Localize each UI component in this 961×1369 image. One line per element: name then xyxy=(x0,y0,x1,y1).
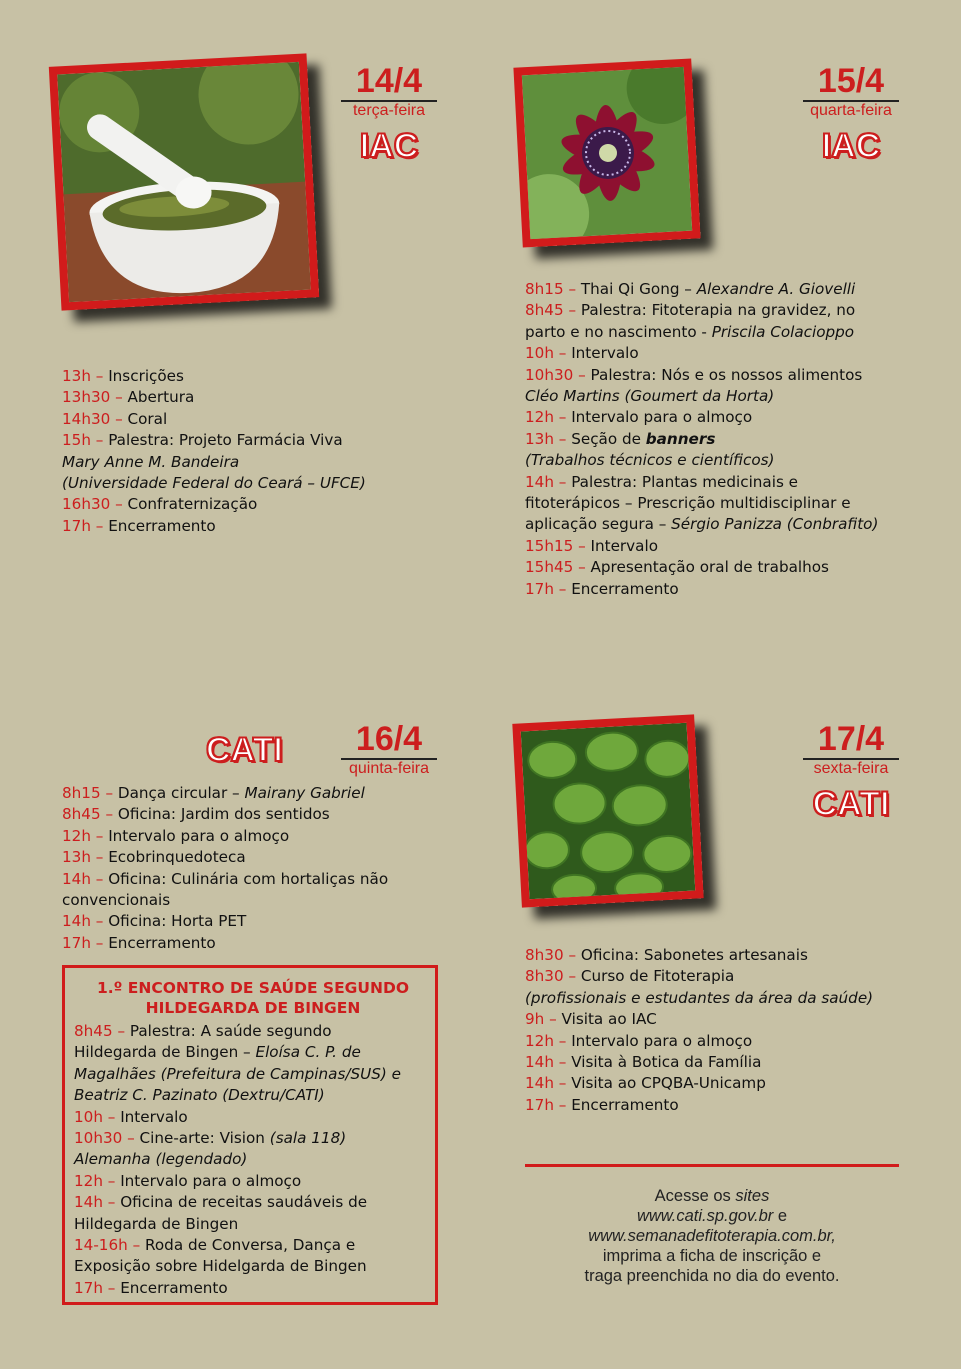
passion-flower-icon xyxy=(522,67,692,239)
day3-schedule xyxy=(62,783,388,954)
day3-date: 16/4 xyxy=(341,722,437,760)
schedule-line: 8h30 – Curso de Fitoterapia xyxy=(525,967,735,986)
schedule-line: (Universidade Federal do Ceará – UFCE) xyxy=(62,474,366,493)
schedule-line: 16h30 – Confraternização xyxy=(62,495,258,514)
day2-date-block xyxy=(803,64,899,166)
schedule-line: 8h15 – Thai Qi Gong – Alexandre A. Giovelli xyxy=(525,280,856,298)
schedule-line: 17h – Encerramento xyxy=(525,579,679,598)
footer-divider xyxy=(525,1164,899,1167)
schedule-line: 15h45 – Apresentação oral de trabalhos xyxy=(525,558,829,577)
lemon-balm-photo xyxy=(512,714,703,907)
mortar-pestle-herbs-icon xyxy=(57,62,311,302)
registration-footer: Acesse os sites www.cati.sp.gov.br e www.semanadefitoterapia.com.br, imprima a ficha de inscrição e traga preenchida no dia do evento. xyxy=(584,1187,840,1285)
schedule-line: Exposição sobre Hidelgarda de Bingen xyxy=(74,1257,367,1276)
schedule-line: Cléo Martins (Goumert da Horta) xyxy=(525,387,775,406)
schedule-line: 13h – Inscrições xyxy=(62,367,184,385)
day1-date-block xyxy=(341,64,437,166)
cati-site-link[interactable]: www.cati.sp.gov.br xyxy=(636,1207,774,1225)
schedule-line: Beatriz C. Pazinato (Dextru/CATI) xyxy=(74,1086,325,1105)
lemon-balm-leaves-icon xyxy=(521,723,696,899)
schedule-line: 15h – Palestra: Projeto Farmácia Viva xyxy=(62,431,343,450)
schedule-line: 14h30 – Coral xyxy=(62,409,168,428)
hildegarda-schedule xyxy=(74,1021,401,1299)
day2-date: 15/4 xyxy=(803,64,899,102)
schedule-line: 8h45 – Oficina: Jardim dos sentidos xyxy=(62,805,330,824)
day1-weekday: terça-feira xyxy=(352,102,426,119)
schedule-line: 10h30 – Palestra: Nós e os nossos alimentos xyxy=(525,365,863,384)
semana-fitoterapia-site-link[interactable]: www.semanadefitoterapia.com.br, xyxy=(588,1227,836,1245)
day1-schedule xyxy=(62,366,366,537)
day4-date-block xyxy=(803,722,899,824)
passion-flower-photo xyxy=(513,58,700,247)
schedule-line: 12h – Intervalo para o almoço xyxy=(62,826,290,845)
schedule-line: 10h30 – Cine-arte: Vision (sala 118) xyxy=(74,1129,347,1148)
schedule-line: 12h – Intervalo para o almoço xyxy=(525,408,753,427)
schedule-line: 12h – Intervalo para o almoço xyxy=(525,1031,753,1050)
schedule-line: 12h – Intervalo para o almoço xyxy=(74,1171,302,1190)
schedule-line: 13h – Seção de banners xyxy=(525,429,716,448)
mortar-pestle-photo xyxy=(49,53,319,310)
day4-schedule xyxy=(525,945,873,1116)
schedule-line: Hildegarda de Bingen xyxy=(74,1214,239,1233)
hildegarda-box xyxy=(62,965,438,1305)
day3-venue: CATI xyxy=(206,731,283,769)
schedule-line: 17h – Encerramento xyxy=(74,1278,228,1297)
day1-date: 14/4 xyxy=(341,64,437,102)
day4-weekday: sexta-feira xyxy=(813,760,889,777)
schedule-line: 14h – Oficina: Culinária com hortaliças não xyxy=(62,869,389,888)
day3-weekday: quinta-feira xyxy=(348,760,430,777)
day2-weekday: quarta-feira xyxy=(810,102,892,119)
day2-schedule xyxy=(525,279,878,600)
schedule-line: (profissionais e estudantes da área da saúde) xyxy=(525,988,874,1007)
schedule-line: Magalhães (Prefeitura de Campinas/SUS) e xyxy=(74,1064,401,1083)
day1-venue: IAC xyxy=(359,127,419,165)
schedule-line: 17h – Encerramento xyxy=(525,1095,679,1114)
schedule-line: 8h30 – Oficina: Sabonetes artesanais xyxy=(525,946,808,964)
schedule-line: 14h – Visita à Botica da Família xyxy=(525,1053,762,1072)
day3-date-block xyxy=(341,722,437,778)
schedule-line: 14h – Oficina de receitas saudáveis de xyxy=(74,1193,368,1212)
schedule-line: 14h – Palestra: Plantas medicinais e xyxy=(525,472,799,491)
schedule-line: fitoterápicos – Prescrição multidisciplinar e xyxy=(525,494,851,513)
day4-date: 17/4 xyxy=(803,722,899,760)
schedule-line: 17h – Encerramento xyxy=(62,933,216,952)
schedule-line: 10h – Intervalo xyxy=(74,1107,188,1126)
schedule-line: 14-16h – Roda de Conversa, Dança e xyxy=(74,1236,356,1255)
day4-venue: CATI xyxy=(812,785,890,823)
schedule-line: 17h – Encerramento xyxy=(62,516,216,535)
schedule-line: 13h30 – Abertura xyxy=(62,388,195,407)
schedule-line: 9h – Visita ao IAC xyxy=(525,1010,657,1029)
schedule-line: 10h – Intervalo xyxy=(525,344,639,363)
schedule-line: Alemanha (legendado) xyxy=(74,1150,248,1169)
schedule-line: 8h45 – Palestra: Fitoterapia na gravidez, no xyxy=(525,301,856,320)
schedule-line: 8h45 – Palestra: A saúde segundo xyxy=(74,1022,332,1040)
schedule-line: parto e no nascimento - Priscila Colacioppo xyxy=(525,322,855,341)
schedule-line: convencionais xyxy=(62,891,171,910)
hildegarda-box-title: 1.º ENCONTRO DE SAÚDE SEGUNDO HILDEGARDA DE BINGEN xyxy=(96,979,410,1017)
schedule-line: 15h15 – Intervalo xyxy=(525,536,658,555)
schedule-line: Mary Anne M. Bandeira xyxy=(62,452,240,471)
schedule-line: 14h – Oficina: Horta PET xyxy=(62,912,247,931)
schedule-line: (Trabalhos técnicos e científicos) xyxy=(525,451,775,470)
schedule-line: aplicação segura – Sérgio Panizza (Conbrafito) xyxy=(525,515,879,534)
schedule-line: 8h15 – Dança circular – Mairany Gabriel xyxy=(62,784,365,802)
schedule-line: 13h – Ecobrinquedoteca xyxy=(62,848,246,867)
schedule-line: 14h – Visita ao CPQBA-Unicamp xyxy=(525,1074,766,1093)
schedule-line: Hildegarda de Bingen – Eloísa C. P. de xyxy=(74,1043,361,1062)
day2-venue: IAC xyxy=(821,127,881,165)
